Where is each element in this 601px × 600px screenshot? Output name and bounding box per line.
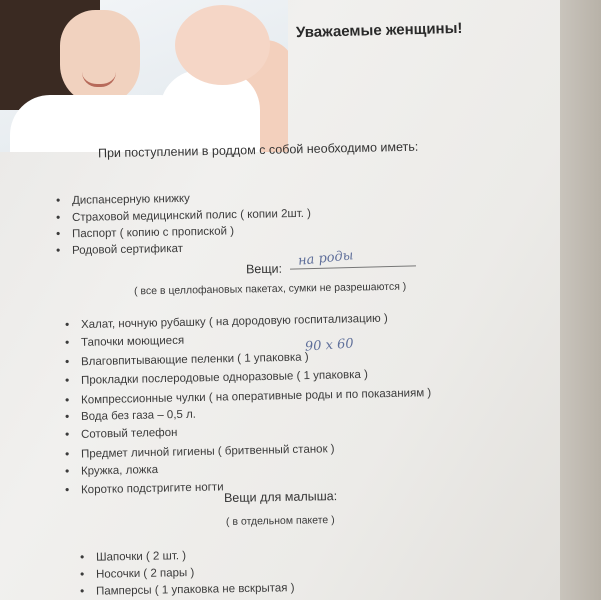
- things-item: • Предмет личной гигиены ( бритвенный станок ): [65, 441, 335, 461]
- document-item: • Диспансерную книжку: [56, 191, 190, 207]
- things-item: • Влаговпитывающие пеленки ( 1 упаковка ): [65, 349, 309, 368]
- baby-note: ( в отдельном пакете ): [225, 514, 335, 528]
- packaging-note: ( все в целлофановых пакетах, сумки не разрешаются ): [133, 280, 407, 298]
- things-item: • Сотовый телефон: [65, 425, 178, 441]
- photo-baby-head: [175, 5, 270, 85]
- baby-item: • Памперсы ( 1 упаковка не вскрытая ): [80, 580, 295, 598]
- things-item: • Халат, ночную рубашку ( на дородовую госпитализацию ): [65, 311, 388, 332]
- things-item: • Кружка, ложка: [65, 462, 158, 478]
- document-item: • Родовой сертификат: [56, 241, 183, 257]
- things-item: • Вода без газа – 0,5 л.: [65, 407, 196, 424]
- intro-text: При поступлении в роддом с собой необходимо иметь:: [97, 139, 419, 161]
- baby-label: Вещи для малыша:: [223, 489, 338, 505]
- things-item: • Тапочки моющиеся: [65, 333, 184, 349]
- photo-mother-face: [60, 10, 140, 105]
- document-item: • Страховой медицинский полис ( копии 2шт. ): [56, 206, 311, 224]
- document-item: • Паспорт ( копию с пропиской ): [56, 223, 234, 240]
- pad-size-handwritten: 90 х 60: [304, 336, 355, 355]
- things-item: • Компрессионные чулки ( на оперативные роды и по показаниям ): [65, 385, 431, 407]
- things-label: Вещи:: [245, 261, 283, 277]
- things-handwritten: на роды: [297, 248, 355, 269]
- baby-item: • Шапочки ( 2 шт. ): [80, 548, 186, 564]
- mother-baby-photo: [0, 0, 288, 152]
- notice-heading: Уважаемые женщины!: [295, 19, 463, 42]
- board-edge: [560, 0, 601, 600]
- baby-item: • Носочки ( 2 пары ): [80, 565, 195, 581]
- things-item: • Коротко подстригите ногти: [65, 479, 224, 496]
- things-item: • Прокладки послеродовые одноразовые ( 1 упаковка ): [65, 367, 368, 387]
